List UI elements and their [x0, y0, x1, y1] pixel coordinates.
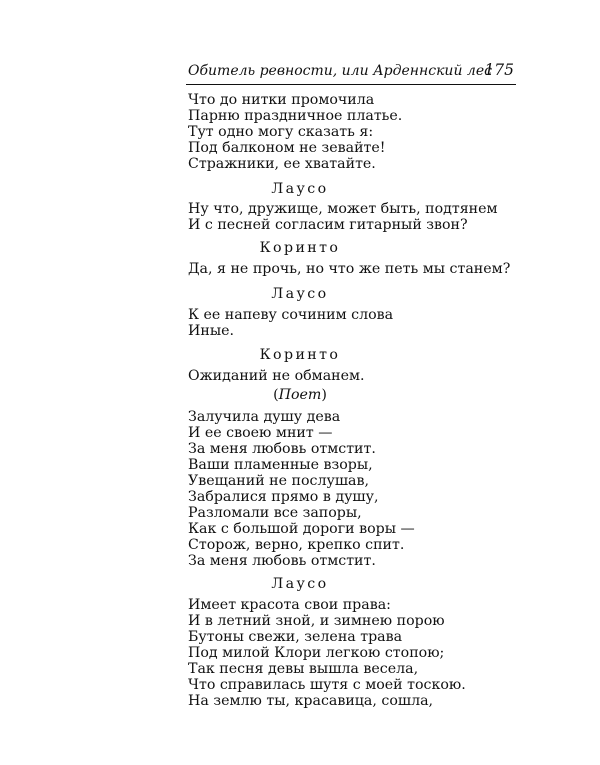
verse-line: Парню праздничное платье.	[188, 108, 403, 124]
verse-line: К ее напеву сочиним слова	[188, 307, 394, 323]
verse-line: Что справилась шутя с моей тоскою.	[188, 677, 466, 693]
speaker-name: Коринто	[259, 347, 341, 363]
verse-line: Под балконом не зевайте!	[188, 140, 386, 156]
verse-line: Что до нитки промочила	[188, 92, 375, 108]
verse-line: Разломали все запоры,	[188, 505, 362, 521]
verse-line: За меня любовь отмстит.	[188, 441, 376, 457]
verse-line: Залучила душу дева	[188, 409, 341, 425]
verse-line: Да, я не прочь, но что же петь мы станем?	[188, 261, 511, 277]
verse-line: Тут одно могу сказать я:	[188, 124, 374, 140]
verse-line: И ее своею мнит —	[188, 425, 333, 441]
verse-line: Бутоны свежи, зелена трава	[188, 629, 403, 645]
speaker-name: Лаусо	[271, 286, 329, 302]
verse-line: Ожиданий не обманем.	[188, 368, 365, 384]
verse-line: Увещаний не послушав,	[188, 473, 369, 489]
verse-line: Как с большой дороги воры —	[188, 521, 415, 537]
verse-line: Сторож, верно, крепко спит.	[188, 537, 405, 553]
verse-line: На землю ты, красавица, сошла,	[188, 693, 434, 709]
stage-direction-close: )	[321, 387, 327, 403]
verse-line: Имеет красота свои права:	[188, 597, 391, 613]
verse-line: Забралися прямо в душу,	[188, 489, 379, 505]
speaker-name: Лаусо	[271, 576, 329, 592]
verse-line: И с песней согласим гитарный звон?	[188, 217, 468, 233]
verse-line: Иные.	[188, 323, 235, 339]
verse-line: Ну что, дружище, может быть, подтянем	[188, 201, 498, 217]
verse-line: Стражники, ее хватайте.	[188, 156, 376, 172]
verse-line: Под милой Клори легкою стопою;	[188, 645, 445, 661]
verse-line: И в летний зной, и зимнею порою	[188, 613, 445, 629]
stage-direction-text: Поет	[278, 387, 322, 403]
verse-line: Ваши пламенные взоры,	[188, 457, 373, 473]
verse-line: Так песня девы вышла весела,	[188, 661, 419, 677]
stage-direction-open: (	[273, 387, 279, 403]
speaker-name: Коринто	[259, 240, 341, 256]
verse-line: За меня любовь отмстит.	[188, 553, 376, 569]
speaker-name: Лаусо	[271, 181, 329, 197]
page-number: 175	[484, 61, 514, 79]
stage-direction	[0, 387, 600, 403]
running-title: Обитель ревности, или Арденнский лес	[188, 63, 492, 79]
